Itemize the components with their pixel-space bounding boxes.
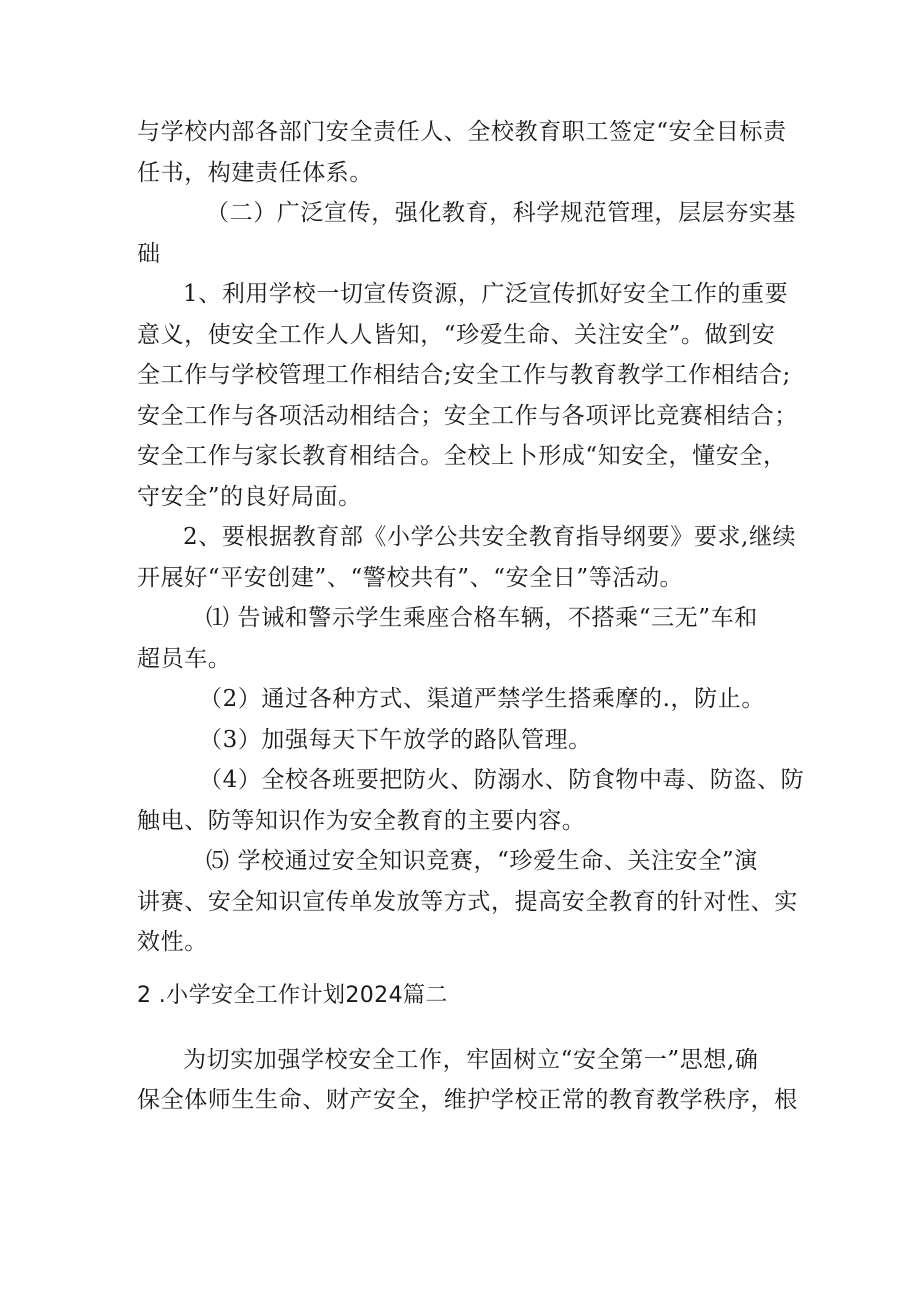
text-line: （二）广泛宣传，强化教育，科学规范管理，层层夯实基 bbox=[206, 200, 796, 226]
text-line: 为切实加强学校安全工作，牢固树立“安全第一”思想,确 bbox=[183, 1046, 759, 1073]
text-line: （4）全校各班要把防火、防溺水、防食物中毒、防盗、防 bbox=[199, 767, 805, 793]
text-line: 超员车。 bbox=[137, 645, 232, 672]
text-line: 全工作与学校管理工作相结合;安全工作与教育教学工作相结合; bbox=[137, 362, 791, 388]
paragraph-intro bbox=[137, 1040, 798, 1121]
text-line: 守安全”的良好局面。 bbox=[137, 483, 362, 510]
paragraph-subitem-4 bbox=[137, 760, 805, 841]
text-line: 安全工作与各项活动相结合；安全工作与各项评比竞赛相结合； bbox=[137, 402, 798, 429]
paragraph-item-2 bbox=[137, 517, 797, 598]
text-line: 1、利用学校一切宣传资源，广泛宣传抓好安全工作的重要 bbox=[183, 281, 789, 307]
text-line: （2）通过各种方式、渠道严禁学生搭乘摩的.，防止。 bbox=[199, 686, 765, 712]
text-line: （3）加强每天下午放学的路队管理。 bbox=[199, 726, 592, 753]
section-heading: 2 .小学安全工作计划2024篇二 bbox=[137, 982, 448, 1008]
text-line: 安全工作与家长教育相结合。全校上卜形成“知安全，懂安全， bbox=[137, 443, 787, 469]
text-line: 础 bbox=[137, 240, 161, 267]
paragraph-subitem-1 bbox=[137, 598, 787, 679]
text-line: ⑴ 告诫和警示学生乘座合格车辆，不搭乘“三无”车和 bbox=[206, 605, 758, 631]
text-line: 意义，使安全工作人人皆知，“珍爱生命、关注安全”。做到安 bbox=[137, 321, 776, 348]
paragraph-responsibility bbox=[137, 112, 787, 193]
text-line: 开展好“平安创建”、“警校共有”、“安全日”等活动。 bbox=[137, 564, 684, 591]
text-line: 触电、防等知识作为安全教育的主要内容。 bbox=[137, 807, 586, 834]
document-page bbox=[137, 112, 805, 1121]
text-line: 与学校内部各部门安全责任人、全校教育职工签定“安全目标责 bbox=[137, 119, 787, 145]
text-line: 2、要根据教育部《小学公共安全教育指导纲要》要求,继续 bbox=[183, 524, 797, 550]
text-line: 保全体师生生命、财产安全，维护学校正常的教育教学秩序，根 bbox=[137, 1087, 798, 1113]
paragraph-item-1 bbox=[137, 274, 798, 517]
text-line: 任书，构建责任体系。 bbox=[137, 159, 373, 186]
paragraph-subitem-3 bbox=[137, 720, 787, 761]
text-line: 讲赛、安全知识宣传单发放等方式，提高安全教育的针对性、实 bbox=[137, 888, 798, 915]
paragraph-subitem-2 bbox=[137, 679, 787, 720]
subheading-publicity bbox=[137, 193, 796, 274]
text-line: ⑸ 学校通过安全知识竞赛，“珍爱生命、关注安全”演 bbox=[206, 848, 758, 874]
paragraph-subitem-5 bbox=[137, 841, 798, 963]
text-line: 效性。 bbox=[137, 929, 208, 955]
